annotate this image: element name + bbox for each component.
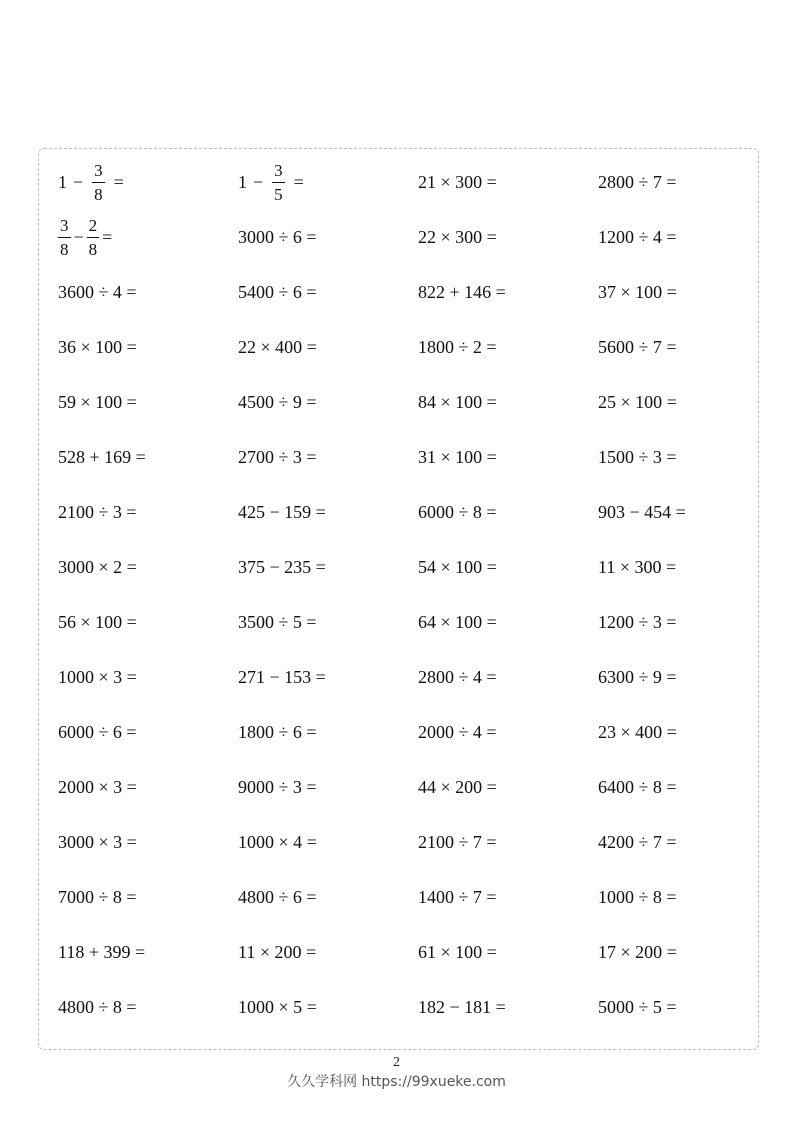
problem: 11 × 300 = [598,557,677,577]
problem: 36 × 100 = [58,337,137,357]
problem: 2100 ÷ 7 = [418,832,497,852]
problem: 3000 × 2 = [58,557,137,577]
equals-sign: = [102,227,113,247]
problem: 1200 ÷ 4 = [598,227,677,247]
problem: 2800 ÷ 7 = [598,172,677,192]
problem: 9000 ÷ 3 = [238,777,317,797]
problem: 2100 ÷ 3 = [58,502,137,522]
problem: 6000 ÷ 6 = [58,722,137,742]
numerator: 2 [87,217,100,238]
problem-grid [58,155,778,1035]
problem: 1000 × 5 = [238,997,317,1017]
problem: 22 × 400 = [238,337,317,357]
problem: 11 × 200 = [238,942,317,962]
problem: 271 − 153 = [238,667,326,687]
problem: 375 − 235 = [238,557,326,577]
problem: 1000 ÷ 8 = [598,887,677,907]
fraction [87,217,100,258]
problem: 2000 × 3 = [58,777,137,797]
problem: 1200 ÷ 3 = [598,612,677,632]
problem: 528 + 169 = [58,447,146,467]
problem: 21 × 300 = [418,172,497,192]
problem: 2800 ÷ 4 = [418,667,497,687]
problem: 3600 ÷ 4 = [58,282,137,302]
problem: 6300 ÷ 9 = [598,667,677,687]
problem: 4200 ÷ 7 = [598,832,677,852]
operator: − [253,172,264,192]
problem: 5400 ÷ 6 = [238,282,317,302]
problem: 1000 × 3 = [58,667,137,687]
problem: 17 × 200 = [598,942,677,962]
problem: 2000 ÷ 4 = [418,722,497,742]
problem: 2700 ÷ 3 = [238,447,317,467]
problem: 1500 ÷ 3 = [598,447,677,467]
problem: 1000 × 4 = [238,832,317,852]
fraction [272,162,285,203]
problem: 56 × 100 = [58,612,137,632]
problem: 59 × 100 = [58,392,137,412]
numerator: 3 [58,217,71,238]
problem: 3000 ÷ 6 = [238,227,317,247]
problem: 22 × 300 = [418,227,497,247]
numerator: 3 [272,162,285,183]
problem: 64 × 100 = [418,612,497,632]
denominator: 8 [60,240,69,259]
problem: 37 × 100 = [598,282,677,302]
problem: 1800 ÷ 2 = [418,337,497,357]
denominator: 8 [94,185,103,204]
problem: 5600 ÷ 7 = [598,337,677,357]
whole-number: 1 [238,172,247,192]
site-watermark: 久久学科网 https://99xueke.com [287,1074,506,1090]
problem: 4800 ÷ 8 = [58,997,137,1017]
problem: 7000 ÷ 8 = [58,887,137,907]
equals-sign: = [293,172,304,192]
problem: 822 + 146 = [418,282,506,302]
problem: 61 × 100 = [418,942,497,962]
problem: 5000 ÷ 5 = [598,997,677,1017]
equals-sign: = [113,172,124,192]
numerator: 3 [92,162,105,183]
problem: 182 − 181 = [418,997,506,1017]
whole-number: 1 [58,172,67,192]
problem: 84 × 100 = [418,392,497,412]
problem: 25 × 100 = [598,392,677,412]
fraction [92,162,105,203]
operator: − [73,227,84,247]
problem: 44 × 200 = [418,777,497,797]
problem: 1400 ÷ 7 = [418,887,497,907]
problem: 6400 ÷ 8 = [598,777,677,797]
problem: 3500 ÷ 5 = [238,612,317,632]
problem: 23 × 400 = [598,722,677,742]
problem-fraction-3 [58,210,238,265]
problem-fraction-2 [238,155,418,210]
problem: 6000 ÷ 8 = [418,502,497,522]
problem-fraction-1 [58,155,238,210]
problem: 4500 ÷ 9 = [238,392,317,412]
fraction [58,217,71,258]
problem: 3000 × 3 = [58,832,137,852]
problem: 54 × 100 = [418,557,497,577]
problem: 425 − 159 = [238,502,326,522]
problem: 118 + 399 = [58,942,146,962]
problem: 1800 ÷ 6 = [238,722,317,742]
problem: 903 − 454 = [598,502,686,522]
denominator: 5 [274,185,283,204]
operator: − [73,172,84,192]
denominator: 8 [88,240,98,259]
problem: 31 × 100 = [418,447,497,467]
page-number: 2 [393,1055,400,1070]
problem: 4800 ÷ 6 = [238,887,317,907]
